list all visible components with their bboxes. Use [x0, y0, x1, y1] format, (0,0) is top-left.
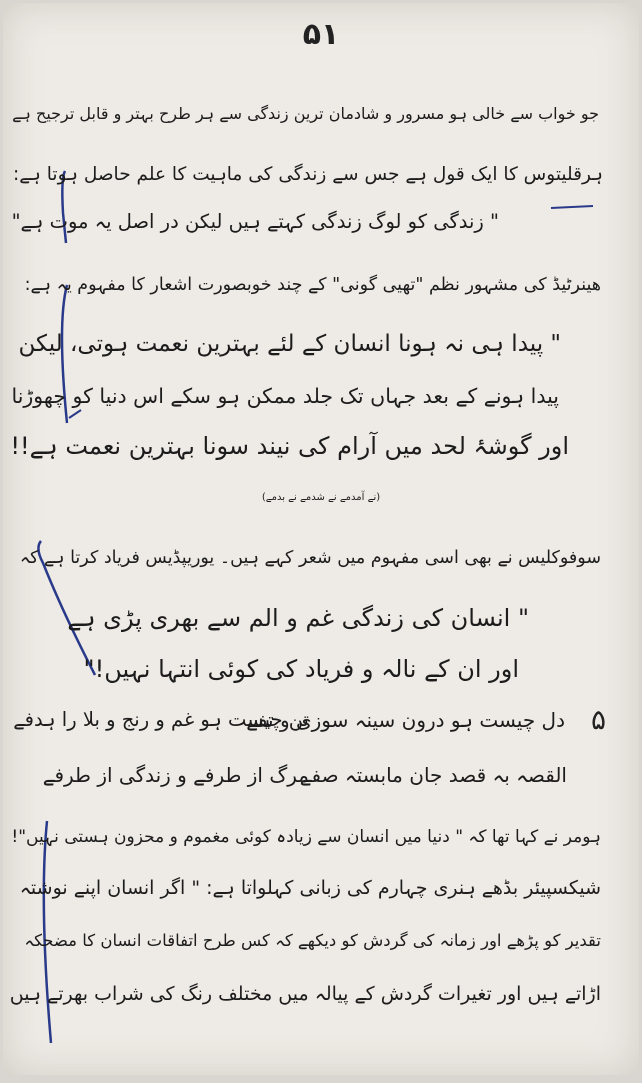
text-line-11: اور ان کے نالہ و فریاد کی کوئی انتہا نہیں!" [83, 655, 519, 683]
text-line-10-quote: " انسان کی زندگی غم و الم سے بھری پڑی ہے [67, 604, 529, 632]
text-line-8-verse: (نے آمدمے نے شدمے نے بدمے) [261, 492, 381, 503]
text-line-4: ھینرٹیڈ کی مشہور نظم "تھیی گونی" کے چند خوبصورت اشعار کا مفہوم یہ ہے: [24, 275, 601, 295]
text-line-1: جو خواب سے خالی ہو مسرور و شادمان ترین زندگی سے ہر طرح بہتر و قابل ترجیح ہے [12, 104, 599, 123]
verse-number: ۵ [591, 703, 607, 736]
text-line-13: شیکسپیئر بڈھے ہنری چہارم کی زبانی کہلواتا ہے: " اگر انسان اپنے نوشتہ [19, 877, 601, 899]
text-line-6: پیدا ہونے کے بعد جہاں تک جلد ممکن ہو سکے اس دنیا کو چھوڑنا [11, 384, 559, 408]
text-line-2: ہرقلیتوس کا ایک قول ہے جس سے زندگی کی ماہیت کا علم حاصل ہوتا ہے: [12, 164, 603, 185]
text-line-12: ہومر نے کہا تھا کہ " دنیا میں انسان سے زیادہ کوئی مغموم و محزون ہستی نہیں"! [11, 827, 601, 847]
verse-line-1-right: دل چیست ہو درون سینہ سوزی و تفے [246, 708, 565, 732]
text-line-5-quote: " پیدا ہی نہ ہونا انسان کے لئے بہترین نعمت ہوتی، لیکن [18, 331, 561, 357]
text-line-15: اڑاتے ہیں اور تغیرات گردش کے پیالہ میں مختلف رنگ کی شراب بھرتے ہیں [9, 983, 601, 1005]
book-page [3, 3, 639, 1075]
text-line-9: سوفوکلیس نے بھی اسی مفہوم میں شعر کہے ہیں۔ یوریپڈیس فریاد کرتا ہے کہ [19, 548, 601, 568]
text-line-7: اور گوشۂ لحد میں آرام کی نیند سونا بہترین نعمت ہے!! [10, 432, 569, 460]
text-line-14: تقدیر کو پڑھے اور زمانہ کی گردش کو دیکھے کہ کس طرح اتفاقات انسان کا مضحکہ [24, 931, 601, 950]
verse-line-1-left: تن چیست ہو غم و رنج و بلا را ہدفے [13, 708, 309, 731]
text-line-3-quote: " زندگی کو لوگ زندگی کہتے ہیں لیکن در اصل یہ موت ہے" [11, 210, 499, 233]
page-number: ۵۱ [302, 17, 340, 52]
verse-line-2-left: مرگ از طرفے و زندگی از طرفے [42, 763, 309, 787]
verse-line-2-right: القصہ بہ قصد جان مابستہ صفے [299, 763, 567, 787]
